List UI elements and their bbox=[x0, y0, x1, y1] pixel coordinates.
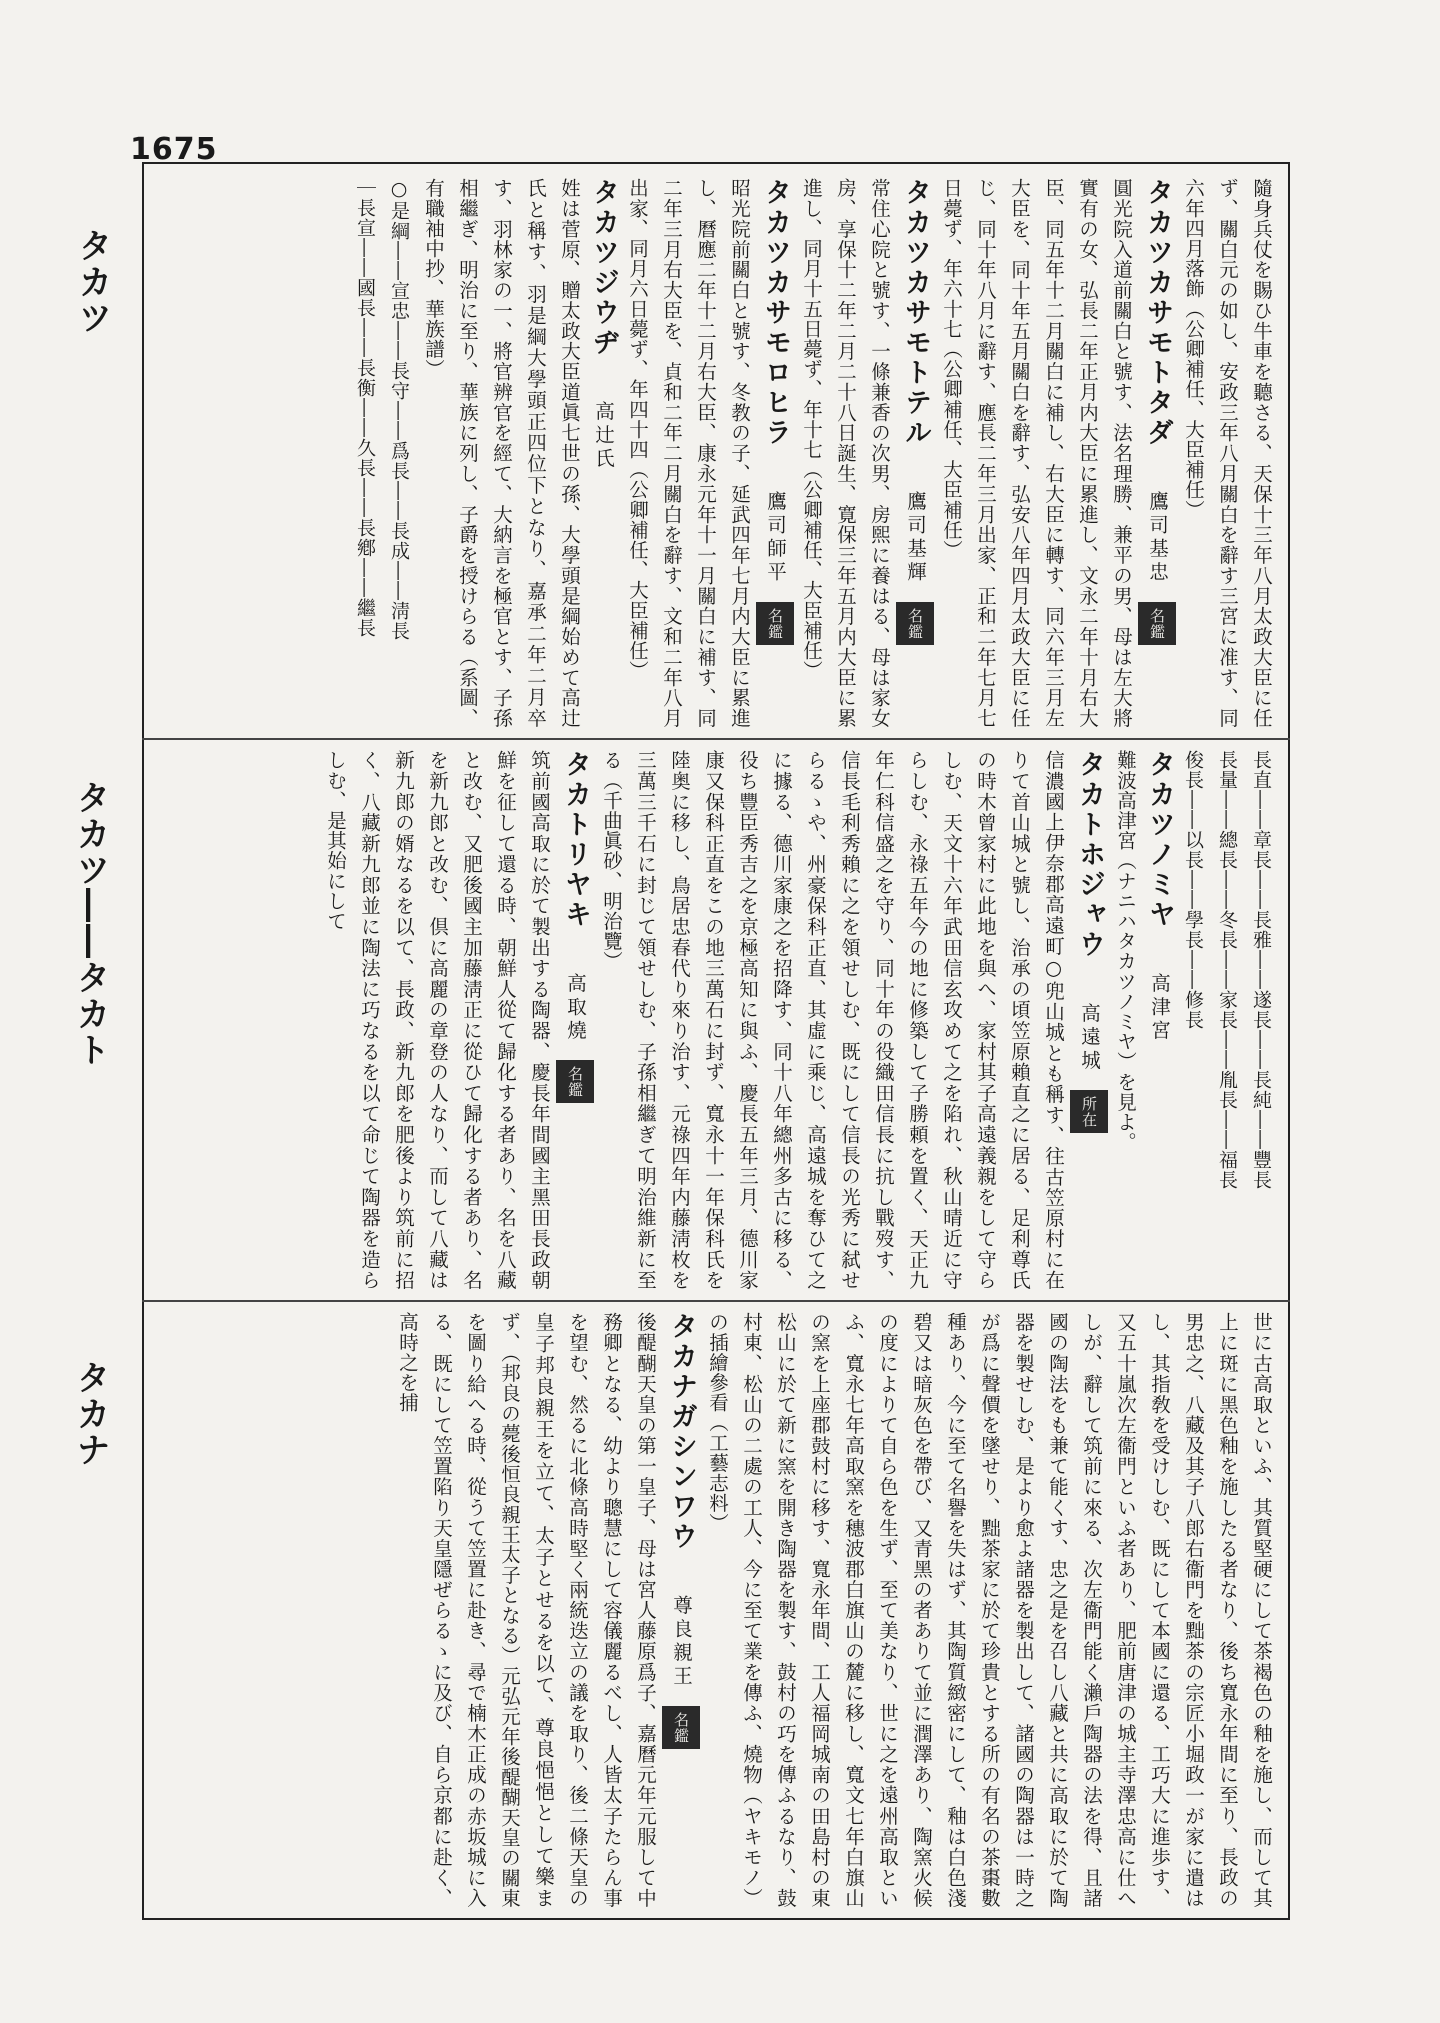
section-middle bbox=[160, 750, 1278, 1290]
entry-name: 高辻氏 bbox=[592, 400, 615, 472]
entry-headline: タカツジウヂ bbox=[588, 178, 619, 358]
entry-name: 高遠城 bbox=[1078, 1002, 1101, 1074]
entry-text: 筑前國高取に於て製出する陶器、慶長年間國主黑田長政朝鮮を征して還る時、朝鮮人從て歸化する者あり、名を八藏と改む、又肥後國主加藤淸正に從ひて歸化する者あり、名を新九郎と改む、倶に高麗の章登の人なり、而して八藏は新九郎の婿なるを以て、長政、新九郎を肥後より筑前に招く、八藏新九郎並に陶法に巧なるを以て命じて陶器を造らしむ、是其始にして bbox=[324, 750, 551, 1290]
section-bottom bbox=[160, 1312, 1278, 1908]
entry-badge: 名鑑 bbox=[896, 602, 934, 645]
entry-name: 尊良親王 bbox=[670, 1594, 693, 1689]
section-top bbox=[160, 178, 1278, 728]
entry-name: 高津宮 bbox=[1148, 972, 1171, 1044]
entry-badge: 名鑑 bbox=[662, 1706, 700, 1749]
entry-text: 姓は菅原、贈太政大臣道眞七世の孫、大學頭是綱始めて高辻氏と稱す、羽是綱大學頭正四位下となり、嘉承二年二月卒す、羽林家の一、將官辨官を經て、大納言を極官とす、子孫相繼ぎ、明治に至り、華族に列し、子爵を授けらる（系圖、有職袖中抄、華族譜） bbox=[422, 178, 581, 728]
index-label: タカツ――タカト bbox=[70, 780, 110, 1068]
entry-headline: タカツノミヤ bbox=[1144, 750, 1175, 930]
dictionary-entry bbox=[794, 178, 934, 728]
entry-headline: タカツカサモトタダ bbox=[1142, 178, 1173, 448]
dictionary-entry bbox=[620, 178, 794, 728]
genealogy-chart bbox=[1176, 750, 1278, 1290]
section-divider bbox=[142, 1300, 1290, 1302]
genealogy-line: 長直――章長――長雅――遂長――長純――豐長 bbox=[1250, 750, 1272, 1190]
entry-text: 後醍醐天皇の第一皇子、母は宮人藤原爲子、嘉曆元年元服して中務卿となる、幼より聰慧にして容儀麗るべし、人皆太子たらん事を望む、然るに北條高時堅く兩統迭立の議を取り、後二條天皇の皇子邦良親王を立て、太子とせるを以て、尊良悒悒として樂まず、（邦良の薨後恒良親王太子となる）元弘元年後醍醐天皇の關東を圖り給へる時、從うて笠置に赴き、尋で楠木正成の赤坂城に入る、既にして笠置陷り天皇隱ぜらるゝに及び、自ら京都に赴く、高時之を捕 bbox=[396, 1312, 657, 1908]
entry-headline: タカトリヤキ bbox=[560, 750, 591, 930]
index-label: タカツ bbox=[72, 228, 112, 336]
dictionary-entry bbox=[594, 750, 1108, 1290]
genealogy-chart bbox=[348, 178, 416, 728]
dictionary-entry bbox=[416, 178, 620, 728]
dictionary-entry bbox=[318, 750, 594, 1290]
dictionary-entry bbox=[934, 178, 1176, 728]
entry-headline: タカトホジャウ bbox=[1074, 750, 1105, 960]
genealogy-line: 長量――總長――冬長――家長――胤長――福長 bbox=[1216, 750, 1238, 1190]
entry-badge: 名鑑 bbox=[556, 1060, 594, 1103]
entry-headline: タカナガシンワウ bbox=[666, 1312, 697, 1552]
entry-name: 鷹司師平 bbox=[764, 490, 787, 585]
dictionary-entry bbox=[390, 1312, 700, 1908]
continuation-text: 隨身兵仗を賜ひ牛車を聽さる、天保十三年八月太政大臣に任ず、關白元の如し、安政三年八月關白を辭す三宮に准す、同六年四月落飾（公卿補任、大臣補任） bbox=[1182, 178, 1273, 728]
entry-badge: 名鑑 bbox=[756, 602, 794, 645]
entry-badge: 所在 bbox=[1070, 1090, 1108, 1133]
entry-text: 難波高津宮（ナニハタカツノミヤ）を見よ。 bbox=[1114, 750, 1137, 1152]
continuation-text: 世に古高取といふ、其質堅硬にして茶褐色の釉を施し、而して其上に斑に黑色釉を施したる者なり、後ち寬永年間に至り、長政の男忠之、八藏及其子八郎右衞門を黜茶の宗匠小堀政一が家に遣はし、其指敎を受けしむ、既にして本國に還る、工巧大に進歩す、又五十嵐次左衞門といふ者あり、肥前唐津の城主寺澤忠高に仕へしが、辭して筑前に來る、次左衞門能く瀨戶陶器の法を得、且諸國の陶法をも兼て能くす、忠之是を召し八藏と共に高取に於て陶器を製せしむ、是より愈よ諸器を製出して、諸國の陶器は一時之が爲に聲價を墜せり、黜茶家に於て珍貴とする所の有名の茶棗數種あり、今に至て名譽を失はず、其陶質緻密にして、釉は白色淺碧又は暗灰色を帶び、又青黑の者ありて並に潤澤あり、陶窯火候の度によりて自ら色を生ず、至て美なり、世に之を遠州高取といふ、寬永七年高取窯を穗波郡白旗山の麓に移し、寬文七年白旗山の窯を上座郡鼓村に移す、寬永年間、工人福岡城南の田島村の東松山に於て新に窯を開き陶器を製す、鼓村の巧を傳ふるなり、鼓村東、松山の二處の工人、今に至て業を傳ふ、燒物（ヤキモノ）の插繪參看（工藝志料） bbox=[706, 1312, 1273, 1908]
genealogy-line: 俊長――以長――學長――修長 bbox=[1182, 750, 1204, 1030]
section-divider bbox=[142, 738, 1290, 740]
entry-headline: タカツカサモロヒラ bbox=[760, 178, 791, 448]
entry-name: 鷹司基輝 bbox=[904, 490, 927, 585]
entry-headline: タカツカサモトテル bbox=[900, 178, 931, 448]
index-label: タカナ bbox=[70, 1360, 110, 1468]
entry-name: 高取燒 bbox=[564, 972, 587, 1044]
entry-text: 常住心院と號す、一條兼香の次男、房煕に養はる、母は家女房、享保十二年二月二十八日誕生、寛保三年五月内大臣に累進し、同月十五日薨ず、年十七（公卿補任、大臣補任） bbox=[800, 178, 891, 728]
entry-text: 圓光院入道前關白と號す、法名理勝、兼平の男、母は左大將實有の女、弘長二年正月内大臣に累進し、文永二年十月右大臣、同五年十二月關白に補し、右大臣に轉す、同六年三月左大臣を、同十年五月關白を辭す、弘安八年四月太政大臣に任じ、同十年八月に辭す、應長二年三月出家、正和二年七月七日薨ず、年六十七（公卿補任、大臣補任） bbox=[940, 178, 1133, 728]
entry-text: 昭光院前關白と號す、冬教の子、延武四年七月内大臣に累進し、曆應二年十二月右大臣、康永元年十一月關白に補す、同二年三月右大臣を、貞和二年二月關白を辭す、文和二年八月出家、同月六日薨ず、年四十四（公卿補任、大臣補任） bbox=[626, 178, 751, 728]
dictionary-entry bbox=[1108, 750, 1176, 1290]
entry-name: 鷹司基忠 bbox=[1146, 490, 1169, 585]
genealogy-line: ○是綱――宣忠――長守――爲長――長成――淸長 bbox=[388, 178, 410, 641]
entry-text: 信濃國上伊奈郡高遠町○兜山城とも稱す、往古笠原村に在りて首山城と號し、治承の頃笠原賴直之に居る、足利尊氏の時木曾家村に此地を與へ、家村其子高遠義親をして守らしむ、天文十六年武田信玄攻めて之を陷れ、秋山晴近に守らしむ、永祿五年今の地に修築して子勝頼を置く、天正九年仁科信盛之を守り、同十年の役織田信長に抗し戰歿す、信長毛利秀賴に之を領せしむ、既にして信長の光秀に弑せらるゝや、州豪保科正直、其虛に乘じ、高遠城を奪ひて之に據る、德川家康之を招降す、同十八年總州多古に移る、役ち豐臣秀吉之を京極高知に與ふ、慶長五年三月、德川家康又保科正直をこの地三萬石に封ず、寬永十一年保科氏を陸奥に移し、鳥居忠春代り來り治す、元祿四年内藤淸枚を三萬三千石に封じて領せしむ、子孫相繼ぎて明治維新に至る（千曲眞砂、明治覽） bbox=[600, 750, 1065, 1290]
page-number: 1675 bbox=[130, 132, 218, 167]
entry-badge: 名鑑 bbox=[1138, 602, 1176, 645]
genealogy-line: ｜長宣――國長――長衡――久長――長鄕――繼長 bbox=[354, 178, 376, 638]
